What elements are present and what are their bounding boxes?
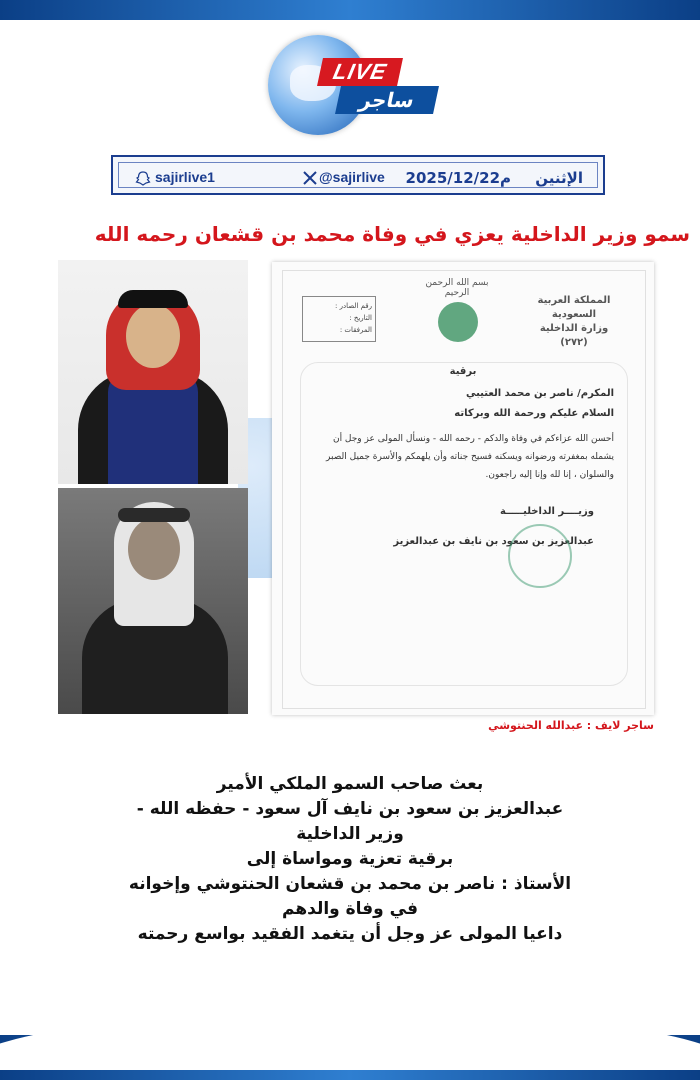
body-line: الأستاذ : ناصر بن محمد بن قشعان الحنتوشي وإخوانه xyxy=(128,874,572,894)
body-line: في وفاة والدهم xyxy=(282,899,418,919)
x-logo-icon xyxy=(303,171,317,185)
body-line: بعث صاحب السمو الملكي الأمير xyxy=(216,774,484,794)
body-line: وزير الداخلية xyxy=(296,824,404,844)
letter-body-line: أحسن الله عزاءكم في وفاة والدكم - رحمه الله - ونسأل المولى عز وجل أن xyxy=(332,434,614,444)
body-line: داعيا المولى عز وجل أن يتغمد الفقيد بواسع رحمته xyxy=(137,924,563,944)
brand-name: ساجر xyxy=(335,86,439,114)
snapchat-handle[interactable]: sajirlive1 xyxy=(155,169,215,185)
letterhead: المملكة العربية السعودية وزارة الداخلية (٢٧٢) xyxy=(537,295,611,348)
dateline-date: 2025/12/22م xyxy=(405,169,511,187)
bismillah: بسم الله الرحمن الرحيم xyxy=(425,278,489,298)
top-banner xyxy=(0,0,700,20)
letter-greeting: السلام عليكم ورحمة الله وبركاته xyxy=(454,408,614,419)
headline: سمو وزير الداخلية يعزي في وفاة محمد بن قشعان رحمه الله xyxy=(94,222,690,246)
letter-body-line: يشمله بمغفرته ورضوانه ويسكنه فسيح جناته وأن يلهمكم والأسرة جميل الصبر xyxy=(326,452,614,462)
live-badge: LIVE xyxy=(317,58,403,86)
snapchat-ghost-icon xyxy=(135,171,151,186)
letter-signatory-title: وزيــــر الداخليـــــة xyxy=(499,506,594,517)
letter-recipient: المكرم/ ناصر بن محمد العتيبي xyxy=(465,388,614,399)
body-line: برقية تعزية ومواساة إلى xyxy=(246,849,454,869)
dateline-day: الإثنين xyxy=(535,169,583,187)
ministry-stamp xyxy=(508,524,572,588)
sajir-live-logo xyxy=(268,30,438,140)
dateline-box xyxy=(111,155,605,195)
letter-signatory-name: عبدالعزيز بن سعود بن نايف بن عبدالعزيز xyxy=(393,536,594,547)
photo-credit: ساجر لايف : عبدالله الحنتوشي xyxy=(488,719,654,732)
news-body xyxy=(40,772,660,947)
letter-body-line: والسلوان ، إنا لله وإنا إليه راجعون. xyxy=(485,470,614,480)
condolence-letter xyxy=(272,262,654,715)
twitter-handle[interactable]: @sajirlive xyxy=(319,169,385,185)
deceased-photo xyxy=(58,488,248,714)
saudi-emblem-icon xyxy=(438,302,478,342)
letter-heading: برقية xyxy=(449,366,477,377)
prince-photo xyxy=(58,260,248,484)
body-line: عبدالعزيز بن سعود بن نايف آل سعود - حفظه الله - xyxy=(136,799,564,819)
reference-box: رقم الصادر : التاريخ : المرفقات : xyxy=(302,296,376,342)
